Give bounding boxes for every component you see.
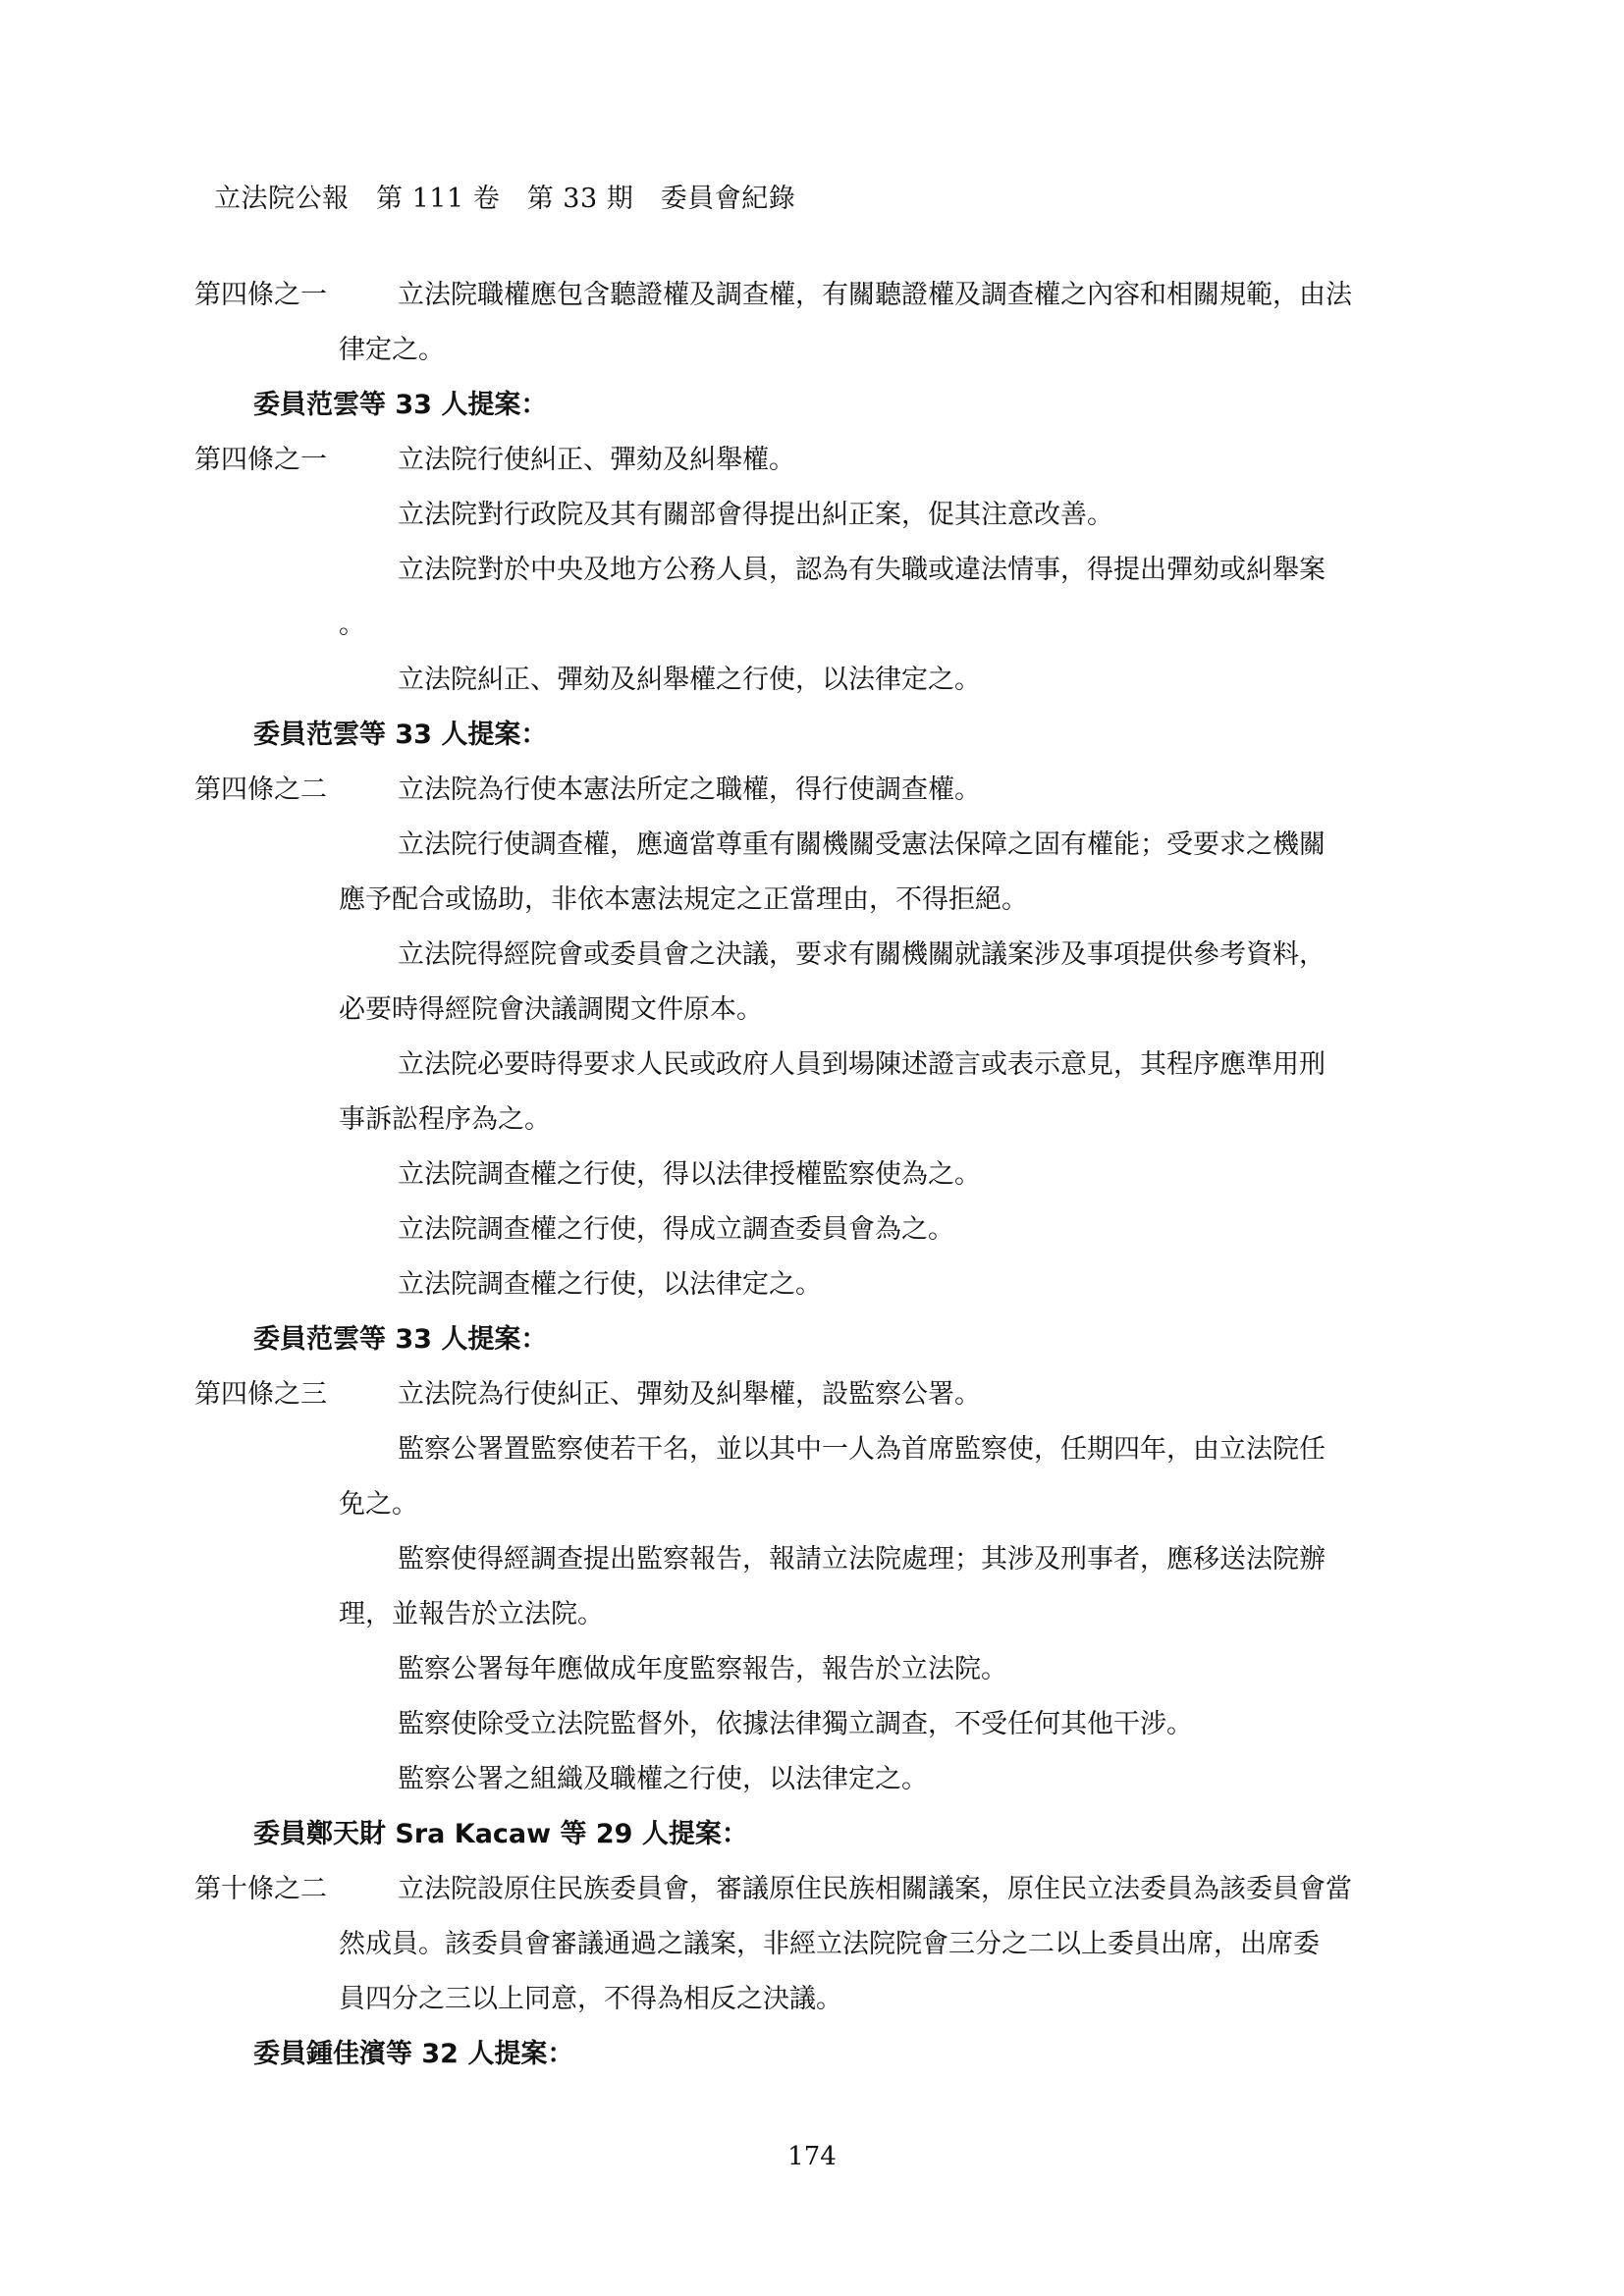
article-label: 第十條之二: [194, 1874, 327, 1904]
article-text-line: 理，並報告於立法院。: [339, 1599, 604, 1629]
article-text-line: 立法院必要時得要求人民或政府人員到場陳述證言或表示意見，其程序應準用刑: [398, 1049, 1326, 1080]
article-text-line: 免之。: [339, 1489, 418, 1520]
article-text-line: 監察使除受立法院監督外，依據法律獨立調查，不受任何其他干涉。: [398, 1709, 1193, 1739]
article-text-line: 必要時得經院會決議調閱文件原本。: [339, 994, 763, 1025]
article-text-line: 立法院職權應包含聽證權及調查權，有關聽證權及調查權之內容和相關規範，由法: [398, 280, 1352, 310]
proposer-heading: 委員鄭天財 Sra Kacaw 等 29 人提案：: [253, 1819, 748, 1849]
page-header: 立法院公報 第 111 卷 第 33 期 委員會紀錄: [214, 184, 796, 214]
article-text-line: 立法院對行政院及其有關部會得提出糾正案，促其注意改善。: [398, 500, 1113, 530]
article-label: 第四條之一: [194, 445, 327, 475]
proposer-heading: 委員范雲等 33 人提案：: [253, 390, 548, 420]
article-text-line: 事訴訟程序為之。: [339, 1104, 551, 1135]
article-text-line: 立法院為行使糾正、彈劾及糾舉權，設監察公署。: [398, 1379, 981, 1410]
article-label: 第四條之二: [194, 774, 327, 805]
article-text-line: 監察公署每年應做成年度監察報告，報告於立法院。: [398, 1654, 1007, 1684]
article-text-line: 員四分之三以上同意，不得為相反之決議。: [339, 1984, 842, 2014]
article-text-line: 立法院調查權之行使，以法律定之。: [398, 1269, 822, 1300]
article-text-line: 立法院得經院會或委員會之決議，要求有關機關就議案涉及事項提供參考資料，: [398, 939, 1326, 970]
article-text-line: 應予配合或協助，非依本憲法規定之正當理由，不得拒絕。: [339, 884, 1028, 915]
article-text-line: 。: [339, 610, 365, 640]
proposer-heading: 委員鍾佳濱等 32 人提案：: [253, 2039, 574, 2069]
article-text-line: 監察公署置監察使若干名，並以其中一人為首席監察使，任期四年，由立法院任: [398, 1434, 1326, 1465]
article-text-line: 立法院對於中央及地方公務人員，認為有失職或違法情事，得提出彈劾或糾舉案: [398, 555, 1326, 585]
proposer-heading: 委員范雲等 33 人提案：: [253, 720, 548, 750]
article-text-line: 立法院糾正、彈劾及糾舉權之行使，以法律定之。: [398, 665, 981, 695]
article-text-line: 立法院調查權之行使，得成立調查委員會為之。: [398, 1214, 954, 1245]
article-text-line: 立法院設原住民族委員會，審議原住民族相關議案，原住民立法委員為該委員會當: [398, 1874, 1352, 1904]
article-text-line: 律定之。: [339, 335, 445, 365]
article-text-line: 監察公署之組織及職權之行使，以法律定之。: [398, 1764, 928, 1794]
article-text-line: 立法院調查權之行使，得以法律授權監察使為之。: [398, 1159, 981, 1190]
article-text-line: 然成員。該委員會審議通過之議案，非經立法院院會三分之二以上委員出席，出席委: [339, 1929, 1320, 1959]
article-label: 第四條之一: [194, 280, 327, 310]
proposer-heading: 委員范雲等 33 人提案：: [253, 1324, 548, 1355]
article-text-line: 立法院為行使本憲法所定之職權，得行使調查權。: [398, 774, 981, 805]
article-text-line: 立法院行使調查權，應適當尊重有關機關受憲法保障之固有權能；受要求之機關: [398, 829, 1326, 860]
page-number: 174: [787, 2142, 837, 2171]
article-text-line: 監察使得經調查提出監察報告，報請立法院處理；其涉及刑事者，應移送法院辦: [398, 1544, 1326, 1575]
article-text-line: 立法院行使糾正、彈劾及糾舉權。: [398, 445, 795, 475]
article-label: 第四條之三: [194, 1379, 327, 1410]
